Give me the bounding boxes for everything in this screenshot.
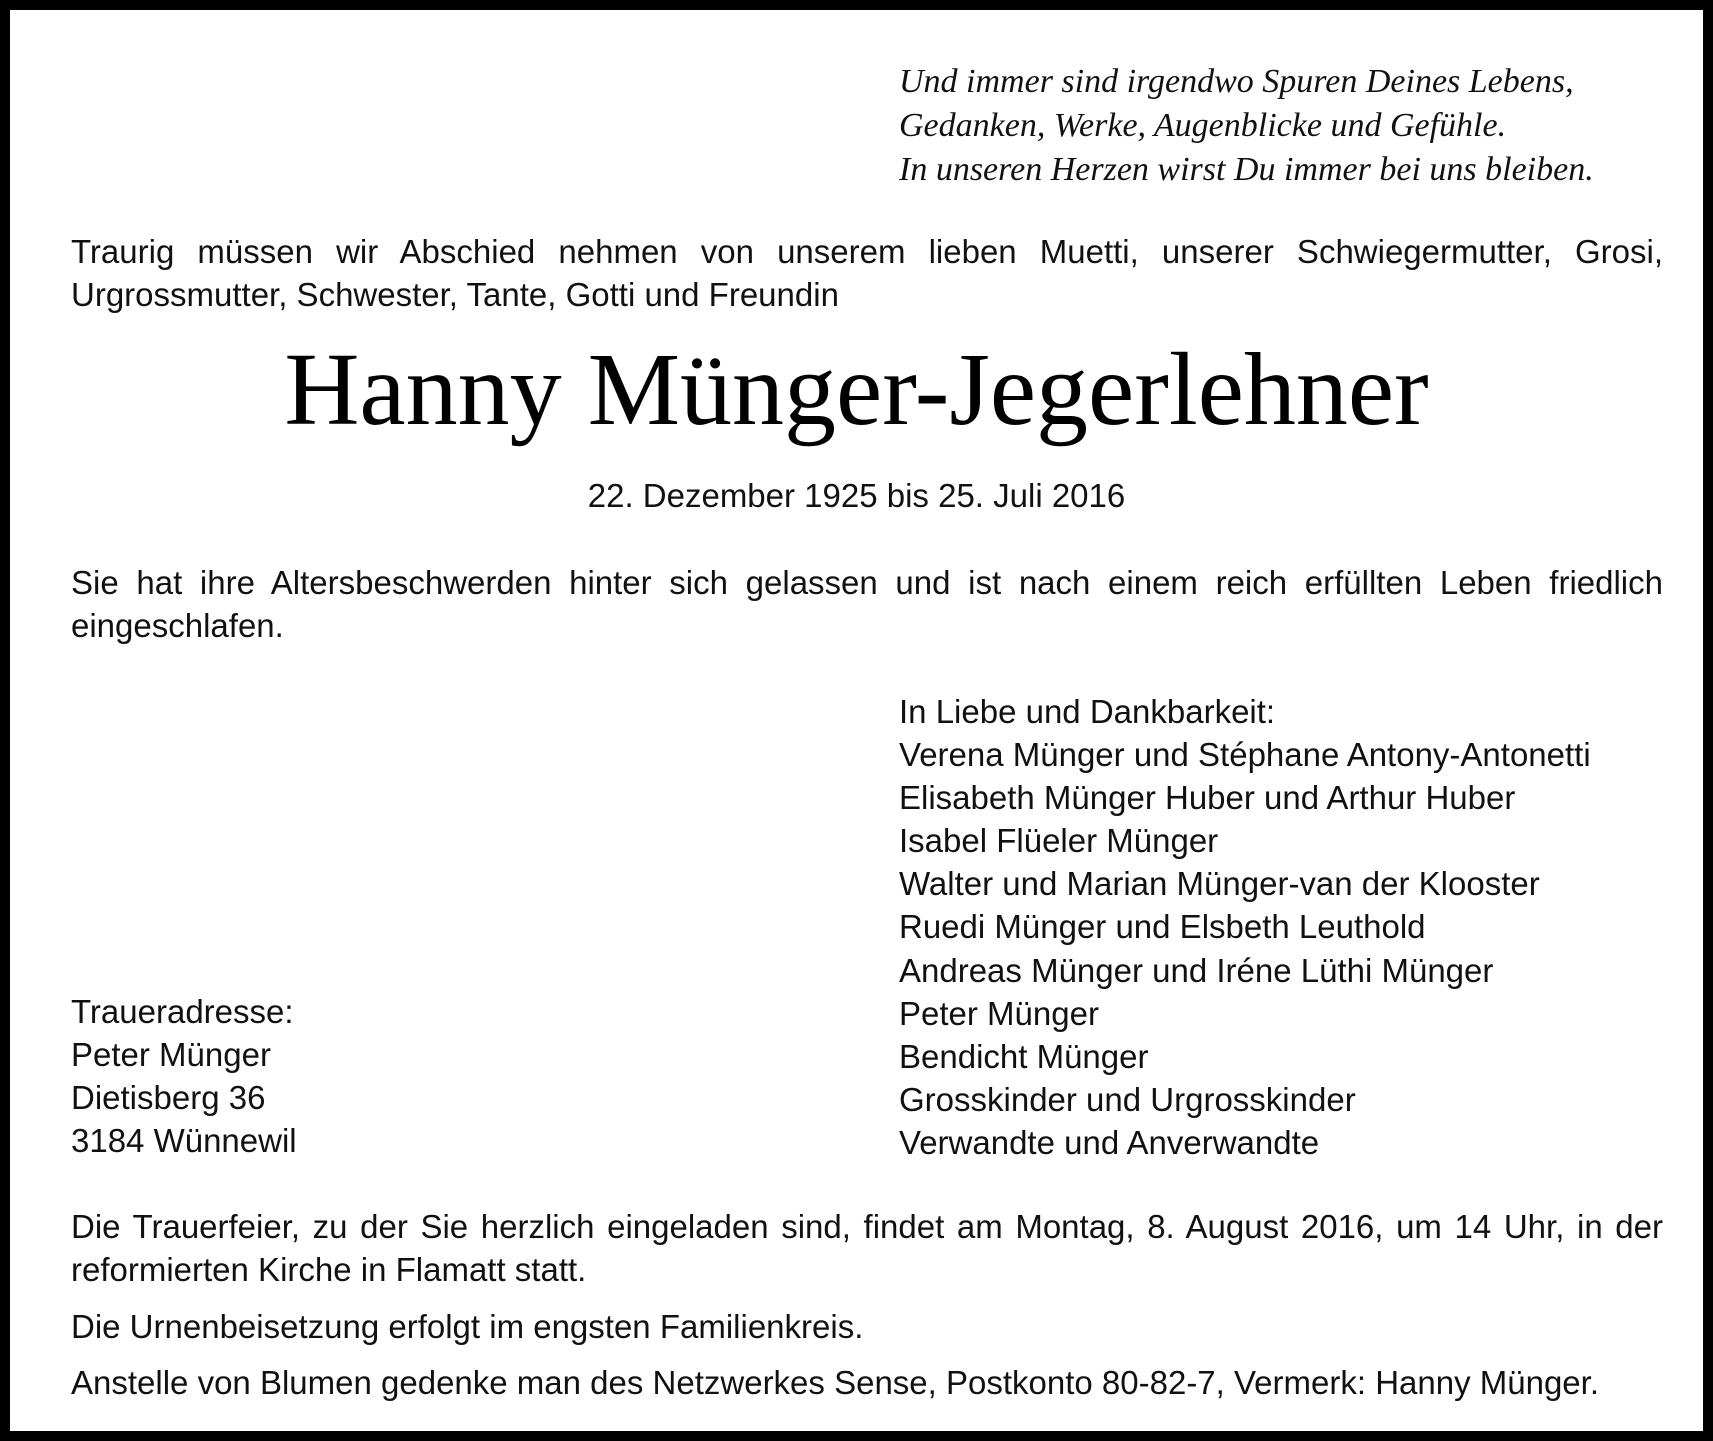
- mourning-address: [71, 990, 671, 1162]
- deceased-name: Hanny Münger-Jegerlehner: [284, 332, 1429, 447]
- address-street: Dietisberg 36: [71, 1079, 266, 1117]
- address-city: 3184 Wünnewil: [71, 1122, 297, 1160]
- address-heading: Traueradresse:: [71, 993, 294, 1030]
- life-dates: 22. Dezember 1925 bis 25. Juli 2016: [587, 477, 1126, 514]
- poem-line: In unseren Herzen wirst Du immer bei uns bleiben.: [899, 151, 1594, 188]
- mourner-name: Grosskinder und Urgrosskinder: [899, 1080, 1356, 1118]
- mourner-name: Elisabeth Münger Huber und Arthur Huber: [899, 779, 1516, 817]
- address-name: Peter Münger: [71, 1036, 271, 1074]
- mourners-list: [899, 690, 1679, 1164]
- poem-line: Und immer sind irgendwo Spuren Deines Lebens,: [899, 63, 1574, 100]
- mourner-name: Bendicht Münger: [899, 1037, 1149, 1075]
- mourner-name: Verena Münger und Stéphane Antony-Antonetti: [899, 736, 1591, 774]
- mourner-name: Isabel Flüeler Münger: [899, 822, 1219, 860]
- intro-text: Traurig müssen wir Abschied nehmen von unserem lieben Muetti, unserer Schwiegermutter, Grosi, Urgrossmutter, Schwester, Tante, Gotti und Freundin: [71, 233, 1663, 313]
- mourner-name: Walter und Marian Münger-van der Klooster: [899, 865, 1540, 903]
- mourners-heading: In Liebe und Dankbarkeit:: [899, 693, 1276, 730]
- mourner-name: Ruedi Münger und Elsbeth Leuthold: [899, 908, 1426, 946]
- urn-burial-info: Die Urnenbeisetzung erfolgt im engsten Familienkreis.: [71, 1308, 864, 1345]
- donation-info: Anstelle von Blumen gedenke man des Netzwerkes Sense, Postkonto 80-82-7, Vermerk: Hanny Münger.: [71, 1364, 1599, 1401]
- mourner-name: Verwandte und Anverwandte: [899, 1123, 1320, 1161]
- funeral-info: Die Trauerfeier, zu der Sie herzlich eingeladen sind, findet am Montag, 8. August 2016, um 14 Uhr, in der reformierten Kirche in Flamatt statt.: [71, 1208, 1663, 1288]
- poem: [899, 60, 1659, 192]
- mourner-name: Peter Münger: [899, 994, 1099, 1032]
- poem-line: Gedanken, Werke, Augenblicke und Gefühle.: [899, 107, 1507, 144]
- mourner-name: Andreas Münger und Iréne Lüthi Münger: [899, 951, 1494, 989]
- passing-text: Sie hat ihre Altersbeschwerden hinter sich gelassen und ist nach einem reich erfüllten Leben friedlich eingeschlafen.: [71, 564, 1663, 644]
